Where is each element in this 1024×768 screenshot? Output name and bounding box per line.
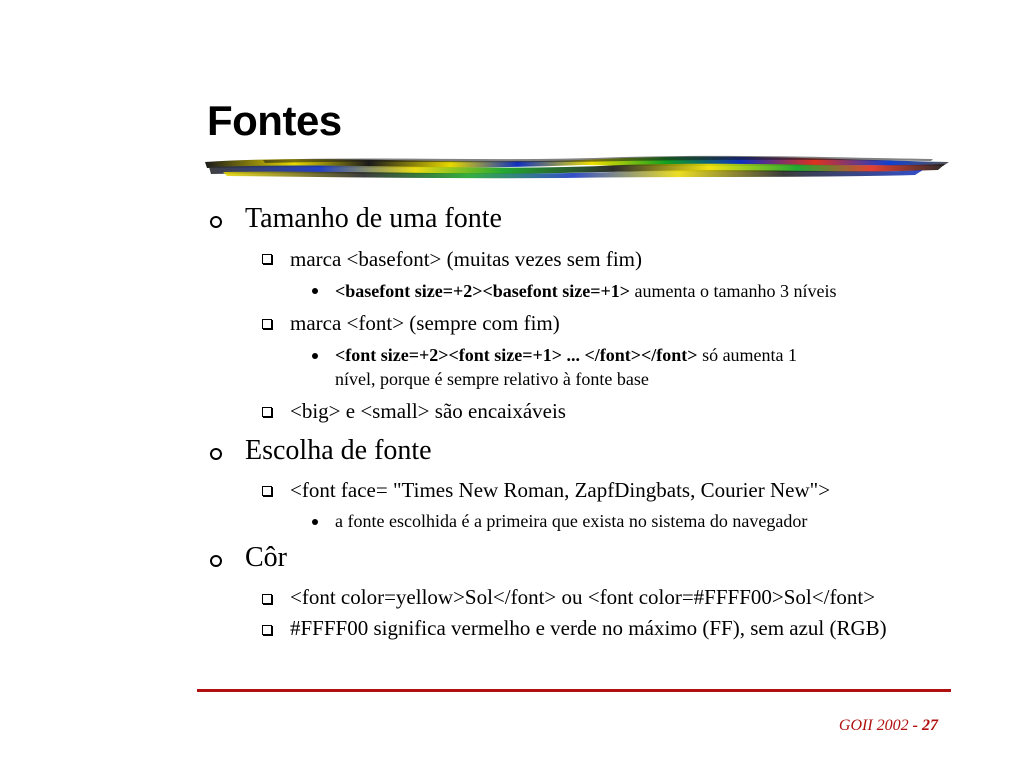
circle-bullet-icon (210, 555, 222, 567)
brush-stroke-divider (203, 150, 951, 180)
list-item-level1: Côr (245, 542, 287, 573)
list-item-level1: Escolha de fonte (245, 435, 432, 466)
slide-title: Fontes (207, 97, 342, 144)
list-item-level2: <font color=yellow>Sol</font> ou <font color=#FFFF00>Sol</font> (290, 585, 876, 609)
square-bullet-icon (262, 594, 272, 604)
circle-bullet-icon (210, 448, 222, 460)
dot-bullet-icon (312, 288, 318, 294)
circle-bullet-icon (210, 216, 222, 228)
square-bullet-icon (262, 625, 272, 635)
list-item-level2: marca <basefont> (muitas vezes sem fim) (290, 247, 642, 271)
list-item-level3-continuation: nível, porque é sempre relativo à fonte base (335, 369, 649, 389)
list-item-level1: Tamanho de uma fonte (245, 203, 502, 234)
dot-bullet-icon (312, 519, 318, 525)
footer-divider (197, 689, 951, 692)
list-item-level2: <big> e <small> são encaixáveis (290, 399, 566, 423)
list-item-level2: marca <font> (sempre com fim) (290, 311, 560, 335)
list-item-level3: <basefont size=+2><basefont size=+1> aumenta o tamanho 3 níveis (335, 281, 837, 301)
square-bullet-icon (262, 486, 272, 496)
list-item-level2: #FFFF00 significa vermelho e verde no máximo (FF), sem azul (RGB) (290, 616, 887, 640)
list-item-level3: a fonte escolhida é a primeira que exista no sistema do navegador (335, 511, 808, 531)
square-bullet-icon (262, 319, 272, 329)
page-number: 27 (922, 717, 938, 734)
list-item-level3: <font size=+2><font size=+1> ... </font></font> só aumenta 1 (335, 345, 798, 365)
footer-course: GOII 2002 (838, 717, 909, 734)
square-bullet-icon (262, 407, 272, 417)
footer (839, 716, 938, 736)
list-item-level2: <font face= "Times New Roman, ZapfDingbats, Courier New"> (290, 478, 831, 502)
footer-separator: - (908, 717, 922, 734)
square-bullet-icon (262, 254, 272, 264)
dot-bullet-icon (312, 353, 318, 359)
